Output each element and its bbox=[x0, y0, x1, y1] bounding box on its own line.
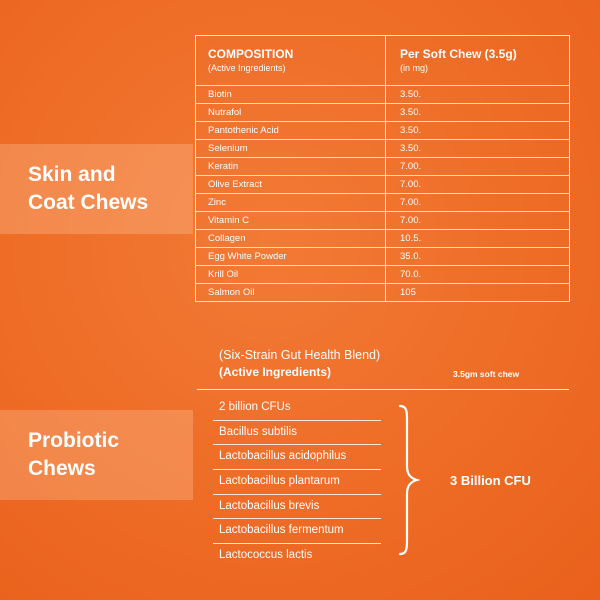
table-row bbox=[196, 266, 570, 284]
ingredient-name: Keratin bbox=[196, 158, 386, 176]
ingredient-amount: 7.00. bbox=[386, 158, 570, 176]
table-header-row bbox=[196, 36, 570, 86]
table-row bbox=[196, 212, 570, 230]
probiotic-band bbox=[0, 410, 193, 500]
per-chew-header bbox=[386, 36, 570, 86]
composition-header-subtitle: (Active Ingredients) bbox=[208, 63, 286, 73]
strain-item: Lactobacillus fermentum bbox=[213, 519, 381, 544]
ingredient-amount: 3.50. bbox=[386, 86, 570, 104]
ingredient-name: Olive Extract bbox=[196, 176, 386, 194]
ingredient-name: Pantothenic Acid bbox=[196, 122, 386, 140]
soft-chew-label: 3.5gm soft chew bbox=[453, 369, 520, 379]
strain-item: 2 billion CFUs bbox=[213, 396, 381, 421]
ingredient-amount: 7.00. bbox=[386, 176, 570, 194]
ingredient-amount: 70.0. bbox=[386, 266, 570, 284]
table-row bbox=[196, 194, 570, 212]
strain-list bbox=[213, 396, 381, 569]
skin-coat-title: Skin and Coat Chews bbox=[28, 163, 149, 214]
table-row bbox=[196, 248, 570, 266]
composition-header bbox=[196, 36, 386, 86]
ingredient-name: Egg White Powder bbox=[196, 248, 386, 266]
blend-title: (Six-Strain Gut Health Blend) bbox=[219, 348, 381, 362]
ingredient-amount: 3.50. bbox=[386, 140, 570, 158]
table-row bbox=[196, 122, 570, 140]
ingredient-name: Biotin bbox=[196, 86, 386, 104]
ingredient-amount: 10.5. bbox=[386, 230, 570, 248]
blend-subtitle: (Active Ingredients) bbox=[219, 365, 332, 379]
ingredient-amount: 3.50. bbox=[386, 122, 570, 140]
per-chew-header-subtitle: (in mg) bbox=[400, 63, 429, 73]
ingredient-amount: 7.00. bbox=[386, 194, 570, 212]
table-row bbox=[196, 140, 570, 158]
ingredient-name: Nutrafol bbox=[196, 104, 386, 122]
table-row bbox=[196, 86, 570, 104]
total-cfu: 3 Billion CFU bbox=[450, 473, 531, 488]
table-row bbox=[196, 104, 570, 122]
strain-item: Lactobacillus plantarum bbox=[213, 470, 381, 495]
composition-rows bbox=[196, 86, 570, 302]
ingredient-amount: 3.50. bbox=[386, 104, 570, 122]
ingredient-name: Collagen bbox=[196, 230, 386, 248]
table-row bbox=[196, 176, 570, 194]
strain-item: Lactobacillus brevis bbox=[213, 495, 381, 520]
composition-table bbox=[195, 35, 570, 302]
probiotic-title: Probiotic Chews bbox=[28, 429, 120, 480]
ingredient-name: Salmon Oil bbox=[196, 284, 386, 302]
divider bbox=[197, 389, 569, 390]
ingredient-name: Krill Oil bbox=[196, 266, 386, 284]
composition-header-title: COMPOSITION bbox=[208, 47, 294, 61]
ingredient-amount: 105 bbox=[386, 284, 570, 302]
strain-item: Lactobacillus acidophilus bbox=[213, 445, 381, 470]
table-row bbox=[196, 158, 570, 176]
ingredient-amount: 35.0. bbox=[386, 248, 570, 266]
ingredient-name: Vitamin C bbox=[196, 212, 386, 230]
strain-item: Lactococcus lactis bbox=[219, 549, 313, 562]
curly-brace-icon bbox=[398, 404, 420, 556]
skin-coat-band bbox=[0, 144, 193, 234]
per-chew-header-title: Per Soft Chew (3.5g) bbox=[400, 47, 517, 61]
table-row bbox=[196, 230, 570, 248]
ingredient-name: Selenium bbox=[196, 140, 386, 158]
table-row bbox=[196, 284, 570, 302]
ingredient-amount: 7.00. bbox=[386, 212, 570, 230]
ingredient-name: Zinc bbox=[196, 194, 386, 212]
strain-item: Bacillus subtilis bbox=[213, 421, 381, 446]
